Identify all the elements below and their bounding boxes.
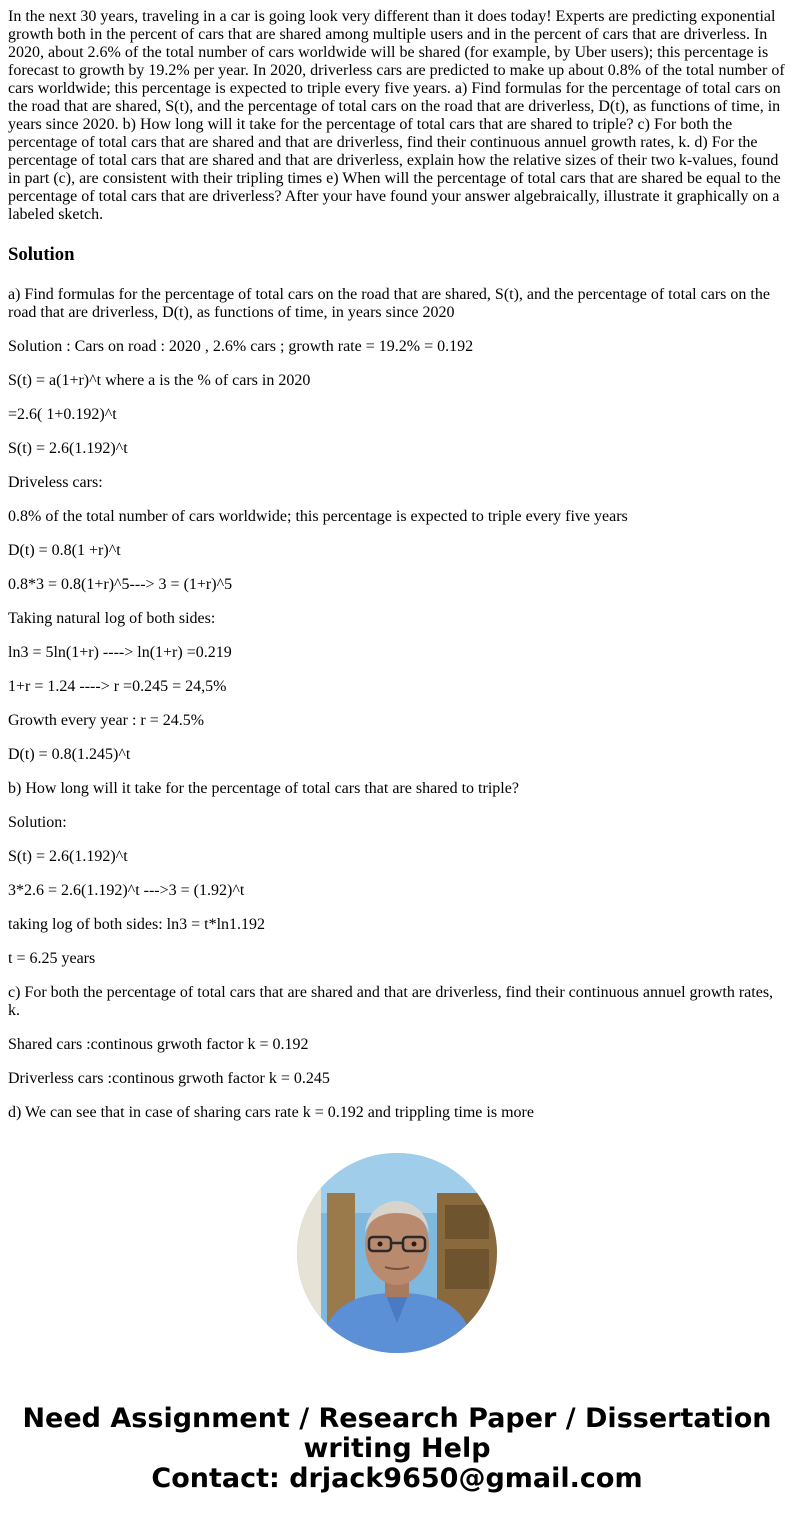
- solution-line: Solution : Cars on road : 2020 , 2.6% cars ; growth rate = 19.2% = 0.192: [8, 338, 474, 355]
- solution-line: Solution:: [8, 814, 67, 831]
- solution-heading: Solution: [8, 244, 75, 265]
- solution-line: Driverless cars :continous grwoth factor k = 0.245: [8, 1070, 330, 1087]
- author-avatar: [297, 1153, 497, 1353]
- solution-line: 3*2.6 = 2.6(1.192)^t --->3 = (1.92)^t: [8, 882, 245, 899]
- solution-line: D(t) = 0.8(1 +r)^t: [8, 542, 121, 559]
- solution-line: a) Find formulas for the percentage of total cars on the road that are shared, S(t), and the percentage of total cars on the road that are driverless, D(t), as functions of time, in years since 2020: [8, 286, 770, 321]
- solution-line: d) We can see that in case of sharing cars rate k = 0.192 and trippling time is more: [8, 1104, 534, 1121]
- solution-line: S(t) = 2.6(1.192)^t: [8, 848, 128, 865]
- solution-line: t = 6.25 years: [8, 950, 96, 967]
- solution-line: b) How long will it take for the percentage of total cars that are shared to triple?: [8, 780, 519, 797]
- question-text: In the next 30 years, traveling in a car is going look very different than it does today! Experts are predicting exponential growth both in the percent of cars that are shared among multiple users and in the percent of cars that are driverless. In 2020, about 2.6% of the total number of cars worldwide will be shared (for example, by Uber users); this percentage is forecast to growth by 19.2% per year. In 2020, driverless cars are predicted to make up about 0.8% of the total number of cars worldwide; this percentage is expected to triple every five years. a) Find formulas for the percentage of total cars on the road that are shared, S(t), and the percentage of total cars on the road that are driverless, D(t), as functions of time, in years since 2020. b) How long will it take for the percentage of total cars that are shared to triple? c) For both the percentage of total cars that are shared and that are driverless, find their continuous annuel growth rates, k. d) For the percentage of total cars that are shared and that are driverless, explain how the relative sizes of their two k-values, found in part (c), are consistent with their tripling times e) When will the percentage of total cars that are shared be equal to the percentage of total cars that are driverless? After your have found your answer algebraically, illustrate it graphically on a labeled sketch.: [8, 8, 785, 223]
- solution-line: =2.6( 1+0.192)^t: [8, 406, 117, 423]
- solution-line: ln3 = 5ln(1+r) ----> ln(1+r) =0.219: [8, 644, 232, 661]
- solution-line: Growth every year : r = 24.5%: [8, 712, 205, 729]
- solution-line: S(t) = 2.6(1.192)^t: [8, 440, 128, 457]
- solution-line: Taking natural log of both sides:: [8, 610, 216, 627]
- footer-headline: Need Assignment / Research Paper / Dissertation writing Help: [22, 1403, 772, 1464]
- solution-line: 0.8% of the total number of cars worldwide; this percentage is expected to triple every five years: [8, 508, 628, 525]
- person-portrait-icon: [297, 1153, 497, 1353]
- solution-line: 1+r = 1.24 ----> r =0.245 = 24,5%: [8, 678, 227, 695]
- solution-line: S(t) = a(1+r)^t where a is the % of cars in 2020: [8, 372, 311, 389]
- solution-line: 0.8*3 = 0.8(1+r)^5---> 3 = (1+r)^5: [8, 576, 233, 593]
- solution-line: Driveless cars:: [8, 474, 103, 491]
- solution-line: c) For both the percentage of total cars that are shared and that are driverless, find their continuous annuel growth rates, k.: [8, 984, 774, 1019]
- solution-line: D(t) = 0.8(1.245)^t: [8, 746, 131, 763]
- solution-line: taking log of both sides: ln3 = t*ln1.192: [8, 916, 266, 933]
- footer-contact: Contact: drjack9650@gmail.com: [151, 1463, 643, 1494]
- footer-banner: [0, 1404, 794, 1494]
- solution-line: Shared cars :continous grwoth factor k = 0.192: [8, 1036, 309, 1053]
